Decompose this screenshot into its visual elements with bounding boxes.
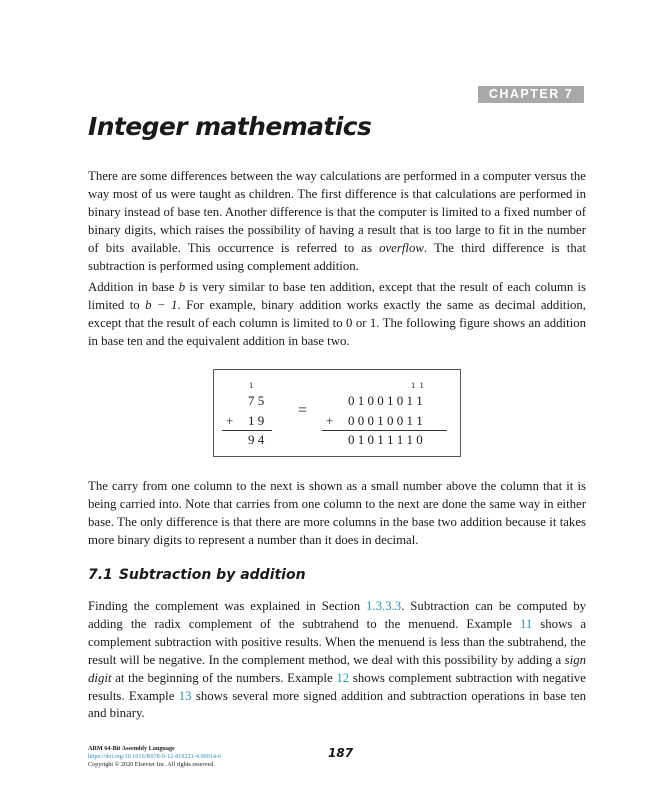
section-title: Subtraction by addition xyxy=(118,567,306,583)
addition-text-3: . For example, binary addition works exactly the same as decimal addition, except that the result of each column is limited to 0 or 1. The following figure shows an addition in base ten and the equivalent addition in base two. xyxy=(88,297,586,348)
footer-info xyxy=(88,745,221,769)
section-heading xyxy=(88,567,306,583)
subtraction-paragraph xyxy=(88,598,586,723)
addition-paragraph xyxy=(88,279,586,351)
binary-addend-1: 0 1 0 0 1 0 1 1 xyxy=(348,393,423,408)
subtraction-text-5: shows complement subtraction with negative results. Example xyxy=(88,670,586,703)
addition-text-1: Addition in base xyxy=(88,280,179,294)
chapter-label: CHAPTER 7 xyxy=(478,86,584,103)
footer-book-title: ARM 64-Bit Assembly Language xyxy=(88,745,175,752)
term-overflow: overflow xyxy=(379,240,424,255)
subtraction-text-3: shows a complement subtraction with positive results. When the menuend is less than the subtrahend, the result will be negative. In the complement method, we deal with this possibility by adding a xyxy=(88,616,586,667)
addition-text-2: is very similar to base ten addition, except that the result of each column is limited to xyxy=(88,280,587,312)
subtraction-text-1: Finding the complement was explained in Section xyxy=(88,599,366,613)
decimal-sum-line xyxy=(222,430,272,431)
footer-doi-link[interactable]: https://doi.org/10.1016/B978-0-12-819221-4.00014-6 xyxy=(88,753,222,760)
equals-sign: = xyxy=(298,402,308,419)
expression-b-minus-1: b − 1 xyxy=(145,297,178,312)
term-sign-digit: sign digit xyxy=(88,652,586,685)
decimal-carry: 1 xyxy=(249,380,254,390)
decimal-plus-sign: + xyxy=(226,413,234,428)
binary-plus-sign: + xyxy=(326,413,334,428)
intro-paragraph xyxy=(88,168,586,275)
decimal-addend-2: 1 9 xyxy=(248,413,265,428)
intro-text-1: There are some differences between the way calculations are performed in a computer versus the way most of us were taught as children. The first difference is that calculations are performed in binary instead of base ten. Another difference is that the computer is limited to a fixed number of binary digits, which raises the possibility of having a result that is too large to fit in the number of bits available. This occurrence is referred to as xyxy=(88,169,586,255)
subtraction-text-4: at the beginning of the numbers. Example xyxy=(111,670,337,685)
example-13-link[interactable]: 13 xyxy=(178,688,192,703)
section-number: 7.1 xyxy=(88,567,113,583)
example-11-link[interactable]: 11 xyxy=(519,616,533,631)
variable-b: b xyxy=(178,280,186,294)
example-12-link[interactable]: 12 xyxy=(336,670,350,685)
decimal-addend-1: 7 5 xyxy=(248,393,265,408)
subtraction-text-2: . Subtraction can be computed by adding the radix complement of the subtrahend to the menuend. Example xyxy=(88,599,586,631)
binary-sum: 0 1 0 1 1 1 1 0 xyxy=(348,432,423,447)
footer-copyright: Copyright © 2020 Elsevier Inc. All rights reserved. xyxy=(88,761,215,768)
chapter-title: Integer mathematics xyxy=(88,112,372,141)
intro-text-2: . The third difference is that subtraction is performed using complement addition. xyxy=(88,240,586,273)
subtraction-text-6: shows several more signed addition and subtraction operations in base ten and binary. xyxy=(88,688,586,721)
addition-figure xyxy=(213,369,461,457)
decimal-sum: 9 4 xyxy=(248,432,265,447)
binary-carry: 1 1 xyxy=(411,380,424,390)
binary-addend-2: 0 0 0 1 0 0 1 1 xyxy=(348,413,423,428)
section-link[interactable]: 1.3.3.3 xyxy=(366,599,402,613)
carry-paragraph: The carry from one column to the next is shown as a small number above the column that it is being carried into. Note that carries from one column to the next are done the same way in either base. The only difference is that there are more columns in the base two addition because it takes more binary digits to represent a number than it does in decimal. xyxy=(88,479,586,547)
binary-sum-line xyxy=(322,430,447,431)
page-number: 187 xyxy=(328,746,354,760)
